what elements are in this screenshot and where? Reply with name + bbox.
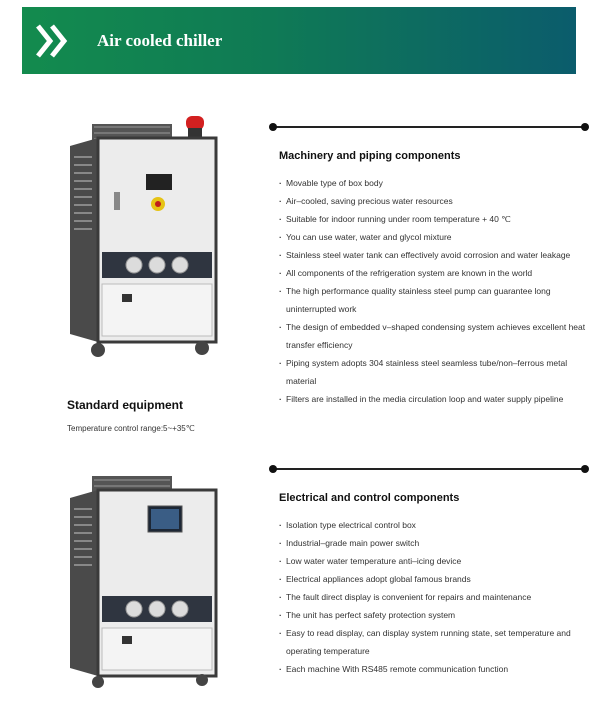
- list-item: · Air–cooled, saving precious water resources: [279, 192, 586, 210]
- temperature-range-text: Temperature control range:5~+35℃: [67, 424, 195, 433]
- header-banner: [22, 7, 576, 74]
- list-item: · The fault direct display is convenient for repairs and maintenance: [279, 588, 586, 606]
- standard-equipment-title: Standard equipment: [67, 398, 184, 412]
- list-item: · The unit has perfect safety protection system: [279, 606, 586, 624]
- double-chevron-right-icon: [34, 23, 72, 59]
- list-item: · Industrial–grade main power switch: [279, 534, 586, 552]
- chiller-unit-image: [62, 112, 230, 360]
- page-title: Air cooled chiller: [97, 31, 223, 50]
- electrical-section: [268, 468, 586, 678]
- electrical-title: Electrical and control components: [279, 492, 460, 504]
- machinery-list: [279, 174, 586, 408]
- section-divider: [273, 468, 585, 470]
- list-item: · Suitable for indoor running under room temperature + 40 ℃: [279, 210, 586, 228]
- list-item: · Easy to read display, can display system running state, set temperature and operating temperature: [279, 624, 586, 660]
- list-item: · Each machine With RS485 remote communication function: [279, 660, 586, 678]
- list-item: · Stainless steel water tank can effectively avoid corrosion and water leakage: [279, 246, 586, 264]
- electrical-list: [279, 516, 586, 678]
- list-item: · Piping system adopts 304 stainless steel seamless tube/non–ferrous metal material: [279, 354, 586, 390]
- list-item: · Filters are installed in the media circulation loop and water supply pipeline: [279, 390, 586, 408]
- section-divider: [273, 126, 585, 128]
- machinery-title: Machinery and piping components: [279, 150, 461, 162]
- chiller-unit-image: [62, 470, 230, 690]
- list-item: · Isolation type electrical control box: [279, 516, 586, 534]
- list-item: · The high performance quality stainless steel pump can guarantee long uninterrupted work: [279, 282, 586, 318]
- list-item: · Electrical appliances adopt global famous brands: [279, 570, 586, 588]
- list-item: · Movable type of box body: [279, 174, 586, 192]
- machinery-section: [268, 126, 586, 408]
- list-item: · All components of the refrigeration system are known in the world: [279, 264, 586, 282]
- list-item: · The design of embedded v–shaped condensing system achieves excellent heat transfer efficiency: [279, 318, 586, 354]
- list-item: · You can use water, water and glycol mixture: [279, 228, 586, 246]
- list-item: · Low water water temperature anti–icing device: [279, 552, 586, 570]
